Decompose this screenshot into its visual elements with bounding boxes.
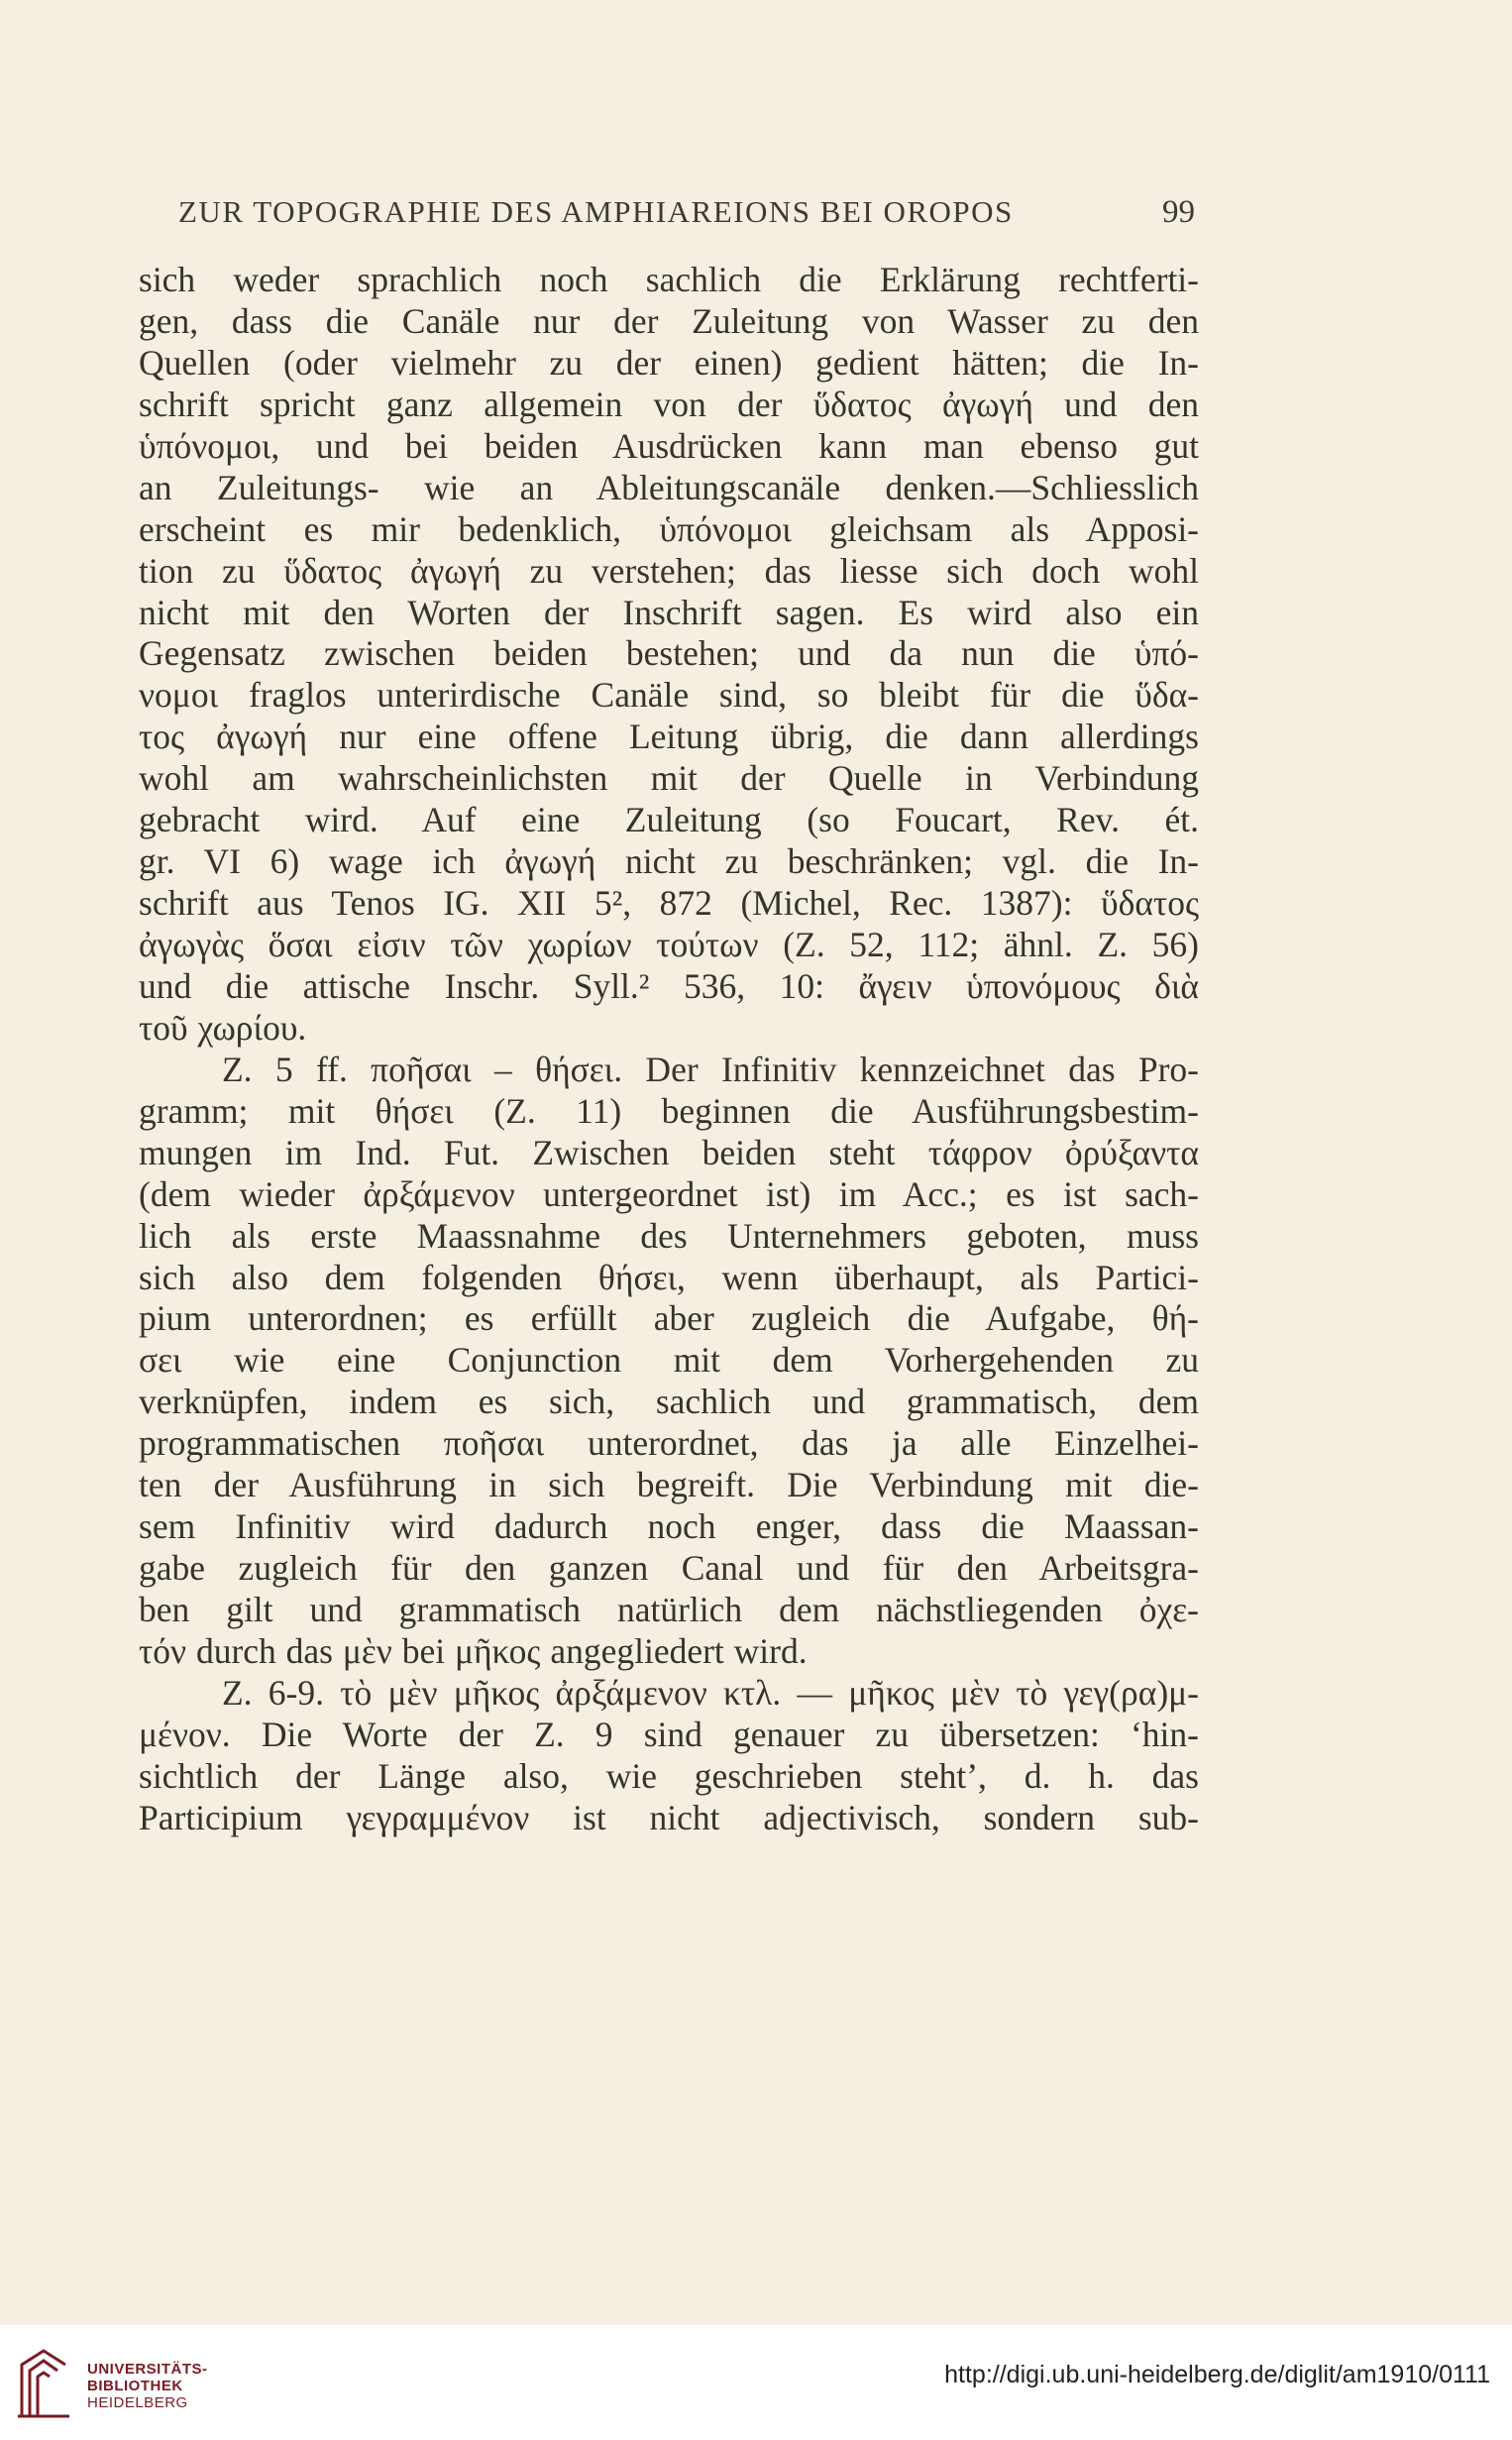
text-line: nicht mit den Worten der Inschrift sagen. Es wird also ein [139,592,1199,632]
text-line: σει wie eine Conjunction mit dem Vorhergehenden zu [139,1340,1199,1381]
text-line: Participium γεγραμμένον ist nicht adjectivisch, sondern sub- [139,1797,1199,1837]
text-line: verknüpfen, indem es sich, sachlich und grammatisch, dem [139,1382,1199,1422]
text-line: τος ἀγωγή nur eine offene Leitung übrig, die dann allerdings [139,717,1199,757]
text-line: gabe zugleich für den ganzen Canal und für den Arbeitsgra- [139,1548,1199,1589]
source-url-link[interactable]: http://digi.ub.uni-heidelberg.de/diglit/am1910/0111 [944,2361,1490,2388]
text-line: an Zuleitungs- wie an Ableitungscanäle denken.—Schliesslich [139,467,1199,507]
library-name [87,2361,208,2411]
text-line: (dem wieder ἀρξάμενον untergeordnet ist) im Acc.; es ist sach- [139,1173,1199,1214]
text-line: programmatischen ποῆσαι unterordnet, das ja alle Einzelhei- [139,1423,1199,1464]
text-line: Gegensatz zwischen beiden bestehen; und da nun die ὑπό- [139,633,1199,674]
text-line: τόν durch das μὲν bei μῆκος angegliedert wird. [139,1630,808,1671]
text-line: gebracht wird. Auf eine Zuleitung (so Foucart, Rev. ét. [139,800,1199,840]
text-line: sichtlich der Länge also, wie geschrieben steht’, d. h. das [139,1755,1199,1796]
text-line: ten der Ausführung in sich begreift. Die Verbindung mit die- [139,1465,1199,1505]
library-logo-icon [14,2343,73,2422]
text-line: schrift spricht ganz allgemein von der ὕδατος ἀγωγή und den [139,384,1199,424]
library-name-line: BIBLIOTHEK [87,2378,183,2394]
running-head [178,194,1195,234]
text-line: sich weder sprachlich noch sachlich die Erklärung rechtferti- [139,260,1199,299]
text-line: ἀγωγὰς ὅσαι εἰσιν τῶν χωρίων τούτων (Z. 52, 112; ähnl. Z. 56) [139,925,1199,964]
text-line: gr. VI 6) wage ich ἀγωγή nicht zu beschränken; vgl. die In- [139,841,1199,882]
page-number: 99 [1162,194,1195,230]
text-line: und die attische Inschr. Syll.² 536, 10: ἄγειν ὑπονόμους διὰ [139,965,1199,1006]
text-line: ben gilt und grammatisch natürlich dem nächstliegenden ὀχε- [139,1590,1199,1629]
footer-bar [0,2325,1512,2440]
text-line: gen, dass die Canäle nur der Zuleitung von Wasser zu den [139,300,1199,341]
text-line: ὑπόνομοι, und bei beiden Ausdrücken kann man ebenso gut [139,425,1199,466]
text-line: tion zu ὕδατος ἀγωγή zu verstehen; das liesse sich doch wohl [139,550,1199,591]
text-line: wohl am wahrscheinlichsten mit der Quelle in Verbindung [139,758,1199,799]
library-name-line: UNIVERSITÄTS- [87,2361,208,2378]
running-title: ZUR TOPOGRAPHIE DES AMPHIAREIONS BEI OROPOS [178,194,1014,229]
text-line: mungen im Ind. Fut. Zwischen beiden steht τάφρον ὀρύξαντα [139,1132,1199,1172]
text-line: schrift aus Tenos IG. XII 5², 872 (Michel, Rec. 1387): ὕδατος [139,883,1199,924]
text-line: νομοι fraglos unterirdische Canäle sind, so bleibt für die ὕδα- [139,675,1199,716]
text-line: τοῦ χωρίου. [139,1007,307,1048]
library-name-line: HEIDELBERG [87,2394,188,2411]
text-line: sich also dem folgenden θήσει, wenn überhaupt, als Partici- [139,1257,1199,1297]
text-line: Z. 5 ff. ποῆσαι – θήσει. Der Infinitiv kennzeichnet das Pro- [222,1049,1199,1089]
text-line: Quellen (oder vielmehr zu der einen) gedient hätten; die In- [139,342,1199,383]
text-line: pium unterordnen; es erfüllt aber zugleich die Aufgabe, θή- [139,1298,1199,1339]
text-line: Z. 6-9. τὸ μὲν μῆκος ἀρξάμενον κτλ. — μῆκος μὲν τὸ γεγ(ρα)μ- [222,1672,1199,1713]
text-line: erscheint es mir bedenklich, ὑπόνομοι gleichsam als Apposi- [139,508,1199,549]
text-line: lich als erste Maassnahme des Unternehmers geboten, muss [139,1215,1199,1256]
text-line: sem Infinitiv wird dadurch noch enger, dass die Maassan- [139,1506,1199,1547]
body-text [139,260,1199,1839]
text-line: μένον. Die Worte der Z. 9 sind genauer zu übersetzen: ‘hin- [139,1714,1199,1754]
text-line: gramm; mit θήσει (Z. 11) beginnen die Ausführungsbestim- [139,1090,1199,1131]
